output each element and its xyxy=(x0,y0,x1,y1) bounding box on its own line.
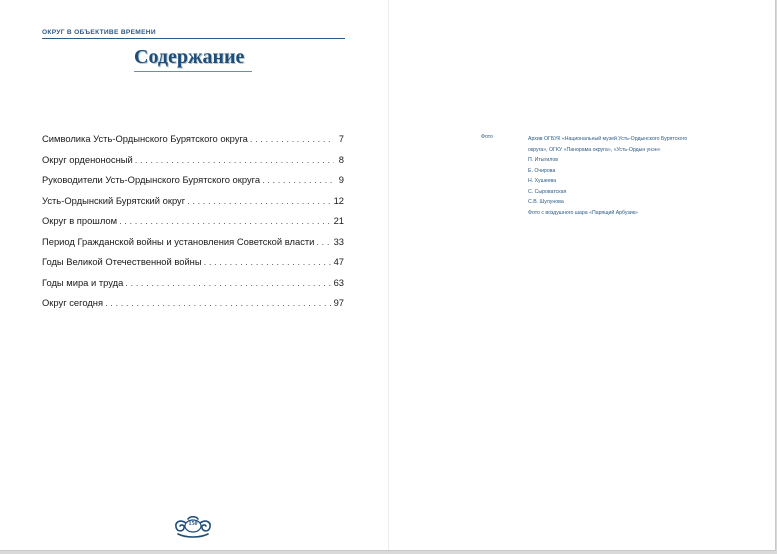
toc-entry-label: Период Гражданской войны и установления Советской власти xyxy=(42,235,315,247)
toc-entry-page: 12 xyxy=(333,194,344,206)
credit-line: С. Сыроватская xyxy=(528,188,567,195)
credit-line: Е. Очирова xyxy=(528,167,556,174)
toc-entry[interactable] xyxy=(42,195,344,216)
toc-entry[interactable] xyxy=(42,236,344,257)
toc-entry-page: 7 xyxy=(338,133,344,144)
title-underline xyxy=(134,71,252,72)
credit-line: С.В. Шулунова xyxy=(528,199,564,205)
photo-credits-list xyxy=(528,134,738,218)
photo-credits-label: Фото xyxy=(481,134,493,140)
toc-entry[interactable] xyxy=(42,277,344,298)
page-number: 150 xyxy=(188,521,198,527)
toc-entry-page: 33 xyxy=(333,235,344,247)
page-number-ornament xyxy=(172,513,214,539)
toc-entry-label: Символика Усть-Ордынского Бурятского округа xyxy=(42,133,248,144)
toc-entry-page: 9 xyxy=(338,174,344,185)
toc-dot-leader xyxy=(204,256,332,267)
toc-entry[interactable] xyxy=(42,215,344,236)
credit-line: округа», ОГКУ «Панорама округа», «Усть-Ордын унэн» xyxy=(528,146,661,153)
toc-entry-label: Округ в прошлом xyxy=(42,215,118,226)
credit-line: Фото с воздушного шара «Парящий Арбузик» xyxy=(528,209,638,216)
table-of-contents xyxy=(42,133,344,318)
toc-dot-leader xyxy=(250,133,334,144)
toc-entry[interactable] xyxy=(42,174,344,195)
toc-entry-label: Усть-Ордынский Бурятский округ xyxy=(42,194,186,206)
toc-dot-leader xyxy=(135,154,334,165)
credit-line: Архив ОГБУК «Национальный музей Усть-Ордынского Бурятского xyxy=(528,136,688,142)
toc-entry-label: Годы мира и труда xyxy=(42,276,124,288)
toc-entry-label: Округ орденоносный xyxy=(42,153,133,165)
toc-entry-label: Округ сегодня xyxy=(42,297,104,308)
header-rule xyxy=(42,38,345,39)
toc-entry[interactable] xyxy=(42,297,344,318)
page-title: Содержание xyxy=(134,46,245,68)
toc-entry-label: Годы Великой Отечественной войны xyxy=(42,256,202,267)
toc-dot-leader xyxy=(187,195,331,206)
credit-line: Н. Хушеева xyxy=(528,178,557,184)
toc-dot-leader xyxy=(105,297,332,308)
toc-dot-leader xyxy=(125,277,331,288)
toc-dot-leader xyxy=(316,236,331,247)
toc-entry[interactable] xyxy=(42,256,344,277)
toc-entry-page: 8 xyxy=(338,153,344,165)
toc-entry-label: Руководители Усть-Ордынского Бурятского округа xyxy=(42,174,261,185)
toc-dot-leader xyxy=(262,174,334,185)
toc-dot-leader xyxy=(119,215,332,226)
credit-line: П. Итыгилов xyxy=(528,157,558,163)
toc-entry-page: 21 xyxy=(333,215,344,226)
toc-entry[interactable] xyxy=(42,133,344,154)
toc-entry[interactable] xyxy=(42,154,344,175)
toc-entry-page: 97 xyxy=(333,297,344,308)
page-gutter xyxy=(388,0,389,550)
toc-entry-page: 63 xyxy=(333,276,344,288)
running-title: ОКРУГ В ОБЪЕКТИВЕ ВРЕМЕНИ xyxy=(42,29,156,36)
toc-entry-page: 47 xyxy=(333,256,344,267)
